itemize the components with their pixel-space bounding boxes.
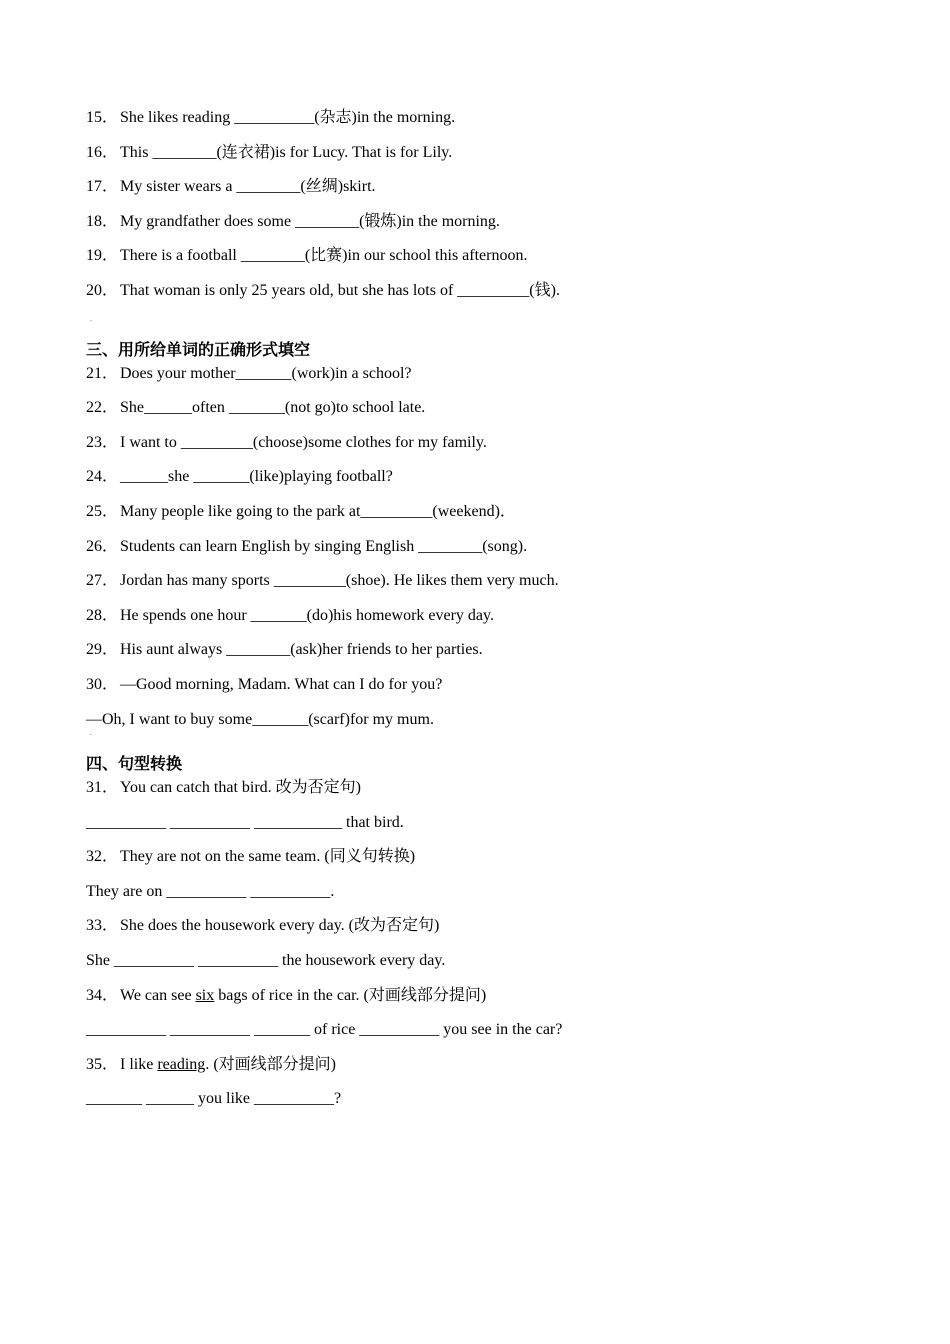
- list-item: [86, 364, 886, 399]
- answer-34: [86, 1020, 886, 1055]
- list-item: [86, 433, 886, 468]
- item-number: 15．: [86, 109, 119, 126]
- question-number: 34．: [86, 986, 119, 1004]
- answer-line: __________ __________ _______ of rice __________ you see in the car?: [86, 1021, 563, 1039]
- question-number: 33．: [86, 917, 119, 935]
- item-text: Many people like going to the park at_________(weekend)．: [120, 502, 516, 520]
- item-text: She______often _______(not go)to school late.: [120, 399, 426, 417]
- item-text: Does your mother_______(work)in a school?: [120, 364, 412, 382]
- question-33: [86, 916, 886, 951]
- item-number: 23．: [86, 433, 119, 451]
- answer-line: _______ ______ you like __________?: [86, 1090, 342, 1108]
- list-item: [86, 502, 886, 537]
- question-text: You can catch that bird. 改为否定句): [120, 779, 362, 797]
- item-number: 26．: [86, 537, 119, 555]
- section-3-heading: 三、用所给单词的正确形式填空: [86, 339, 311, 359]
- list-item: [86, 467, 886, 502]
- item-number: 29．: [86, 641, 119, 659]
- text-after-underline: bags of rice in the car. (对画线部分提问): [214, 986, 487, 1004]
- text-before-underline: I like: [120, 1055, 158, 1073]
- item-number: 21．: [86, 364, 119, 382]
- answer-32: [86, 882, 886, 917]
- item-text: —Oh, I want to buy some_______(scarf)for my mum.: [86, 710, 434, 728]
- question-text: [120, 1055, 336, 1075]
- item-text: My grandfather does some ________(锻炼)in the morning.: [120, 212, 500, 230]
- item-text: Students can learn English by singing English ________(song).: [120, 537, 528, 555]
- list-item: [86, 281, 886, 316]
- item-text: He spends one hour _______(do)his homework every day.: [120, 606, 494, 624]
- question-31: [86, 778, 886, 813]
- paragraph-mark: ·: [89, 729, 93, 742]
- question-text: [120, 986, 486, 1006]
- list-item: [86, 143, 886, 178]
- answer-35: [86, 1089, 886, 1124]
- item-text: That woman is only 25 years old, but she has lots of _________(钱).: [120, 281, 560, 299]
- section-4-heading: 四、句型转换: [86, 754, 183, 774]
- answer-31: [86, 813, 886, 848]
- item-number: 27．: [86, 572, 119, 590]
- item-text: My sister wears a ________(丝绸)skirt.: [120, 178, 376, 196]
- item-number: 17．: [86, 178, 119, 196]
- section-2-list: [86, 108, 886, 316]
- list-item: [86, 398, 886, 433]
- list-item: [86, 571, 886, 606]
- item-text: This ________(连衣裙)is for Lucy. That is for Lily.: [120, 143, 453, 161]
- item-number: 18．: [86, 212, 119, 230]
- item-text: —Good morning, Madam. What can I do for you?: [120, 675, 443, 693]
- list-item: [86, 537, 886, 572]
- item-number: 22．: [86, 399, 119, 417]
- answer-line: __________ __________ ___________ that bird.: [86, 813, 404, 831]
- question-number: 35．: [86, 1055, 119, 1073]
- text-before-underline: We can see: [120, 986, 196, 1004]
- item-number: 25．: [86, 502, 119, 520]
- item-number: 24．: [86, 468, 119, 486]
- list-item: [86, 108, 886, 143]
- item-number: 19．: [86, 247, 119, 265]
- underlined-word: six: [195, 986, 215, 1004]
- list-item: [86, 246, 886, 281]
- question-34: [86, 986, 886, 1021]
- list-item: [86, 606, 886, 641]
- item-text: She likes reading __________(杂志)in the morning.: [120, 109, 456, 126]
- question-32: [86, 847, 886, 882]
- item-number: 30．: [86, 675, 119, 693]
- answer-33: [86, 951, 886, 986]
- item-text: I want to _________(choose)some clothes for my family.: [120, 433, 487, 451]
- list-item: [86, 640, 886, 675]
- answer-line: She __________ __________ the housework every day.: [86, 952, 446, 970]
- item-number: 28．: [86, 606, 119, 624]
- section-3-list: [86, 364, 886, 710]
- question-text: They are not on the same team. (同义句转换): [120, 848, 416, 866]
- item-number: 20．: [86, 281, 119, 299]
- paragraph-mark: ·: [89, 314, 93, 327]
- list-item: [86, 177, 886, 212]
- answer-line: They are on __________ __________.: [86, 882, 335, 900]
- item-text: Jordan has many sports _________(shoe). He likes them very much.: [120, 572, 559, 590]
- item-text: ______she _______(like)playing football?: [120, 468, 393, 486]
- question-number: 32．: [86, 848, 119, 866]
- list-item: [86, 212, 886, 247]
- text-after-underline: . (对画线部分提问): [205, 1055, 336, 1073]
- item-number: 16．: [86, 143, 119, 161]
- question-text: She does the housework every day. (改为否定句): [120, 917, 440, 935]
- list-item: [86, 675, 886, 710]
- item-text: There is a football ________(比赛)in our school this afternoon.: [120, 247, 528, 265]
- worksheet-page: [86, 108, 886, 1124]
- question-number: 31．: [86, 779, 119, 797]
- question-35: [86, 1055, 886, 1090]
- item-text: His aunt always ________(ask)her friends to her parties.: [120, 641, 483, 659]
- underlined-word: reading: [157, 1055, 206, 1073]
